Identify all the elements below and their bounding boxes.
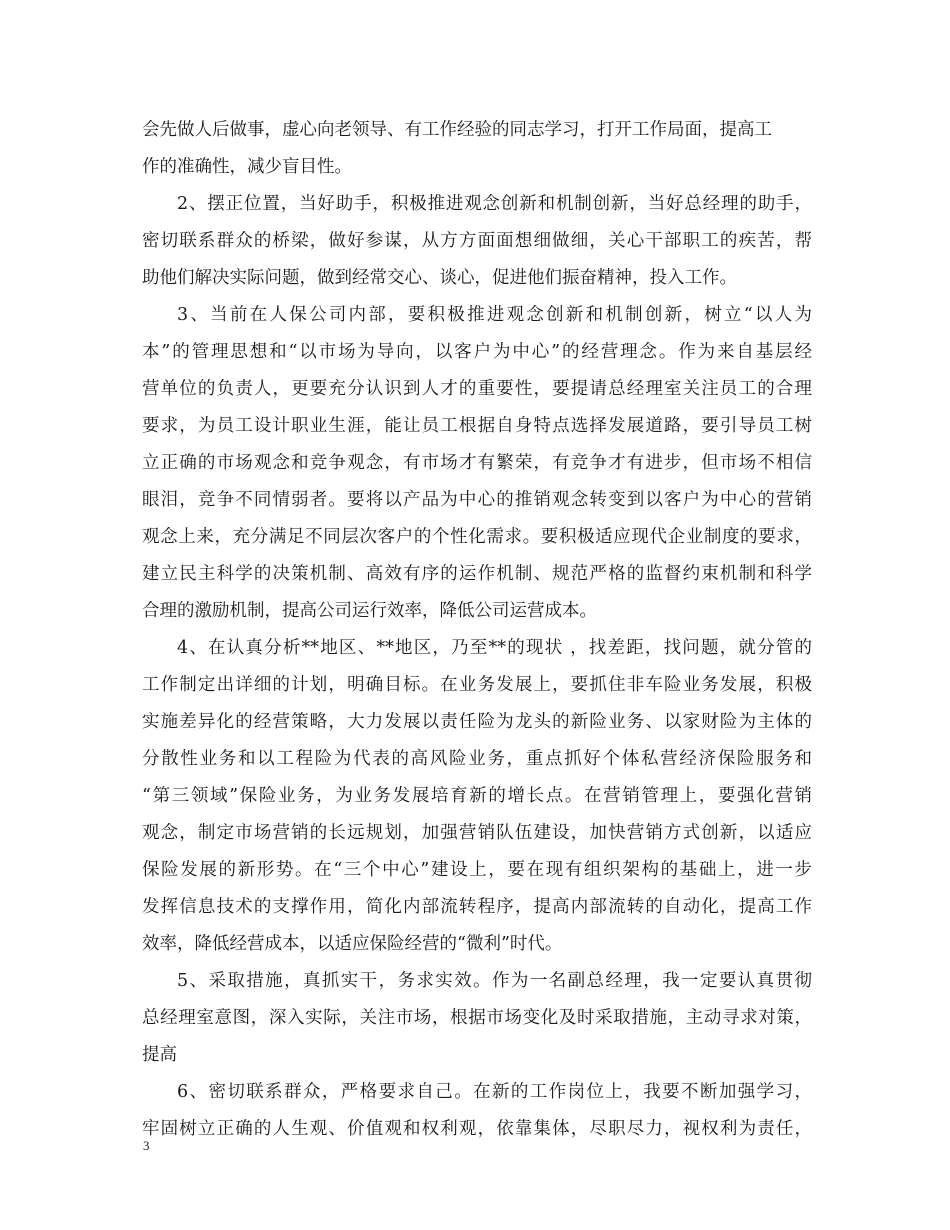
text-line: 分散性业务和以工程险为代表的高风险业务，重点抓好个体私营经济保险服务和 [142, 749, 812, 769]
text-line: 牢固树立正确的人生观、价值观和权利观，依靠集体，尽职尽力，视权利为责任， [142, 1119, 812, 1139]
text-line: 提高 [142, 1045, 177, 1065]
text-line: 眼泪，竞争不同情弱者。要将以产品为中心的推销观念转变到以客户为中心的营销 [142, 490, 812, 510]
text-line: 合理的激励机制，提高公司运行效率，降低公司运营成本。 [142, 601, 597, 621]
paragraph-2-start: 2、摆正位置，当好助手，积极推进观念创新和机制创新，当好总经理的助手， [177, 194, 812, 214]
text-line: 营单位的负责人，更要充分认识到人才的重要性，要提请总经理室关注员工的合理 [142, 379, 812, 399]
text-line: 总经理室意图，深入实际，关注市场，根据市场变化及时采取措施，主动寻求对策， [142, 1008, 812, 1028]
text-line: 工作制定出详细的计划，明确目标。在业务发展上，要抓住非车险业务发展，积极 [142, 675, 812, 695]
text-line: 观念上来，充分满足不同层次客户的个性化需求。要积极适应现代企业制度的要求， [142, 527, 812, 547]
text-line: 实施差异化的经营策略，大力发展以责任险为龙头的新险业务、以家财险为主体的 [142, 712, 812, 732]
text-line: 建立民主科学的决策机制、高效有序的运作机制、规范严格的监督约束机制和科学 [142, 564, 812, 584]
text-line: 作的准确性，减少盲目性。 [142, 157, 352, 177]
page-number: 3 [143, 1138, 150, 1153]
text-line: 观念，制定市场营销的长远规划，加强营销队伍建设，加快营销方式创新，以适应 [142, 823, 812, 843]
text-line: 立正确的市场观念和竞争观念，有市场才有繁荣，有竞争才有进步，但市场不相信 [142, 453, 812, 473]
text-line: “第三领域”保险业务，为业务发展培育新的增长点。在营销管理上，要强化营销 [142, 786, 812, 806]
paragraph-5-start: 5、采取措施，真抓实干，务求实效。作为一名副总经理，我一定要认真贯彻 [177, 971, 812, 991]
paragraph-6-start: 6、密切联系群众，严格要求自己。在新的工作岗位上，我要不断加强学习， [177, 1082, 812, 1102]
paragraph-4-start: 4、在认真分析**地区、**地区，乃至**的现状 ，找差距，找问题，就分管的 [177, 638, 812, 658]
text-line: 本”的管理思想和“以市场为导向，以客户为中心”的经营理念。作为来自基层经 [142, 342, 812, 362]
text-line: 效率，降低经营成本，以适应保险经营的“微利”时代。 [142, 934, 563, 954]
text-line: 会先做人后做事，虚心向老领导、有工作经验的同志学习，打开工作局面，提高工 [142, 120, 772, 140]
body-text [142, 112, 812, 1148]
text-line: 要求，为员工设计职业生涯，能让员工根据自身特点选择发展道路，要引导员工树 [142, 416, 812, 436]
text-line: 发挥信息技术的支撑作用，简化内部流转程序，提高内部流转的自动化，提高工作 [142, 897, 812, 917]
text-line: 保险发展的新形势。在“三个中心”建设上，要在现有组织架构的基础上，进一步 [142, 860, 812, 880]
text-line: 助他们解决实际问题，做到经常交心、谈心，促进他们振奋精神，投入工作。 [142, 268, 737, 288]
text-line: 密切联系群众的桥梁，做好参谋，从方方面面想细做细，关心干部职工的疾苦，帮 [142, 231, 812, 251]
paragraph-3-start: 3、当前在人保公司内部，要积极推进观念创新和机制创新，树立“以人为 [177, 305, 812, 325]
